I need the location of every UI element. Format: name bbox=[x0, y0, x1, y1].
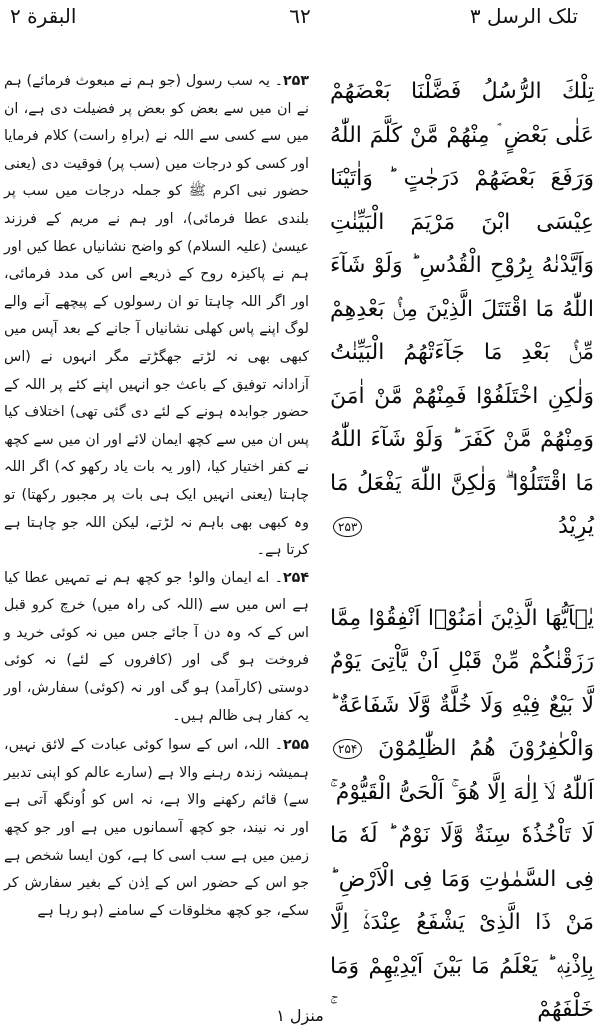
verse-number: ۲۵۵ bbox=[283, 737, 309, 754]
ayah-block bbox=[330, 597, 594, 771]
ayah-text: يٰۤاَيُّهَا الَّذِيْنَ اٰمَنُوْۤا اَنْفِقُوْا مِمَّا رَزَقْنٰكُمْ مِّنْ قَبْلِ اَنْ يَّاْتِىَ يَوْمٌ لَّا بَيْعٌ فِيْهِ وَلَا خُلَّةٌ وَّلَا شَفَاعَةٌ ؕ وَالْكٰفِرُوْنَ هُمُ الظّٰلِمُوْنَ bbox=[330, 605, 594, 761]
ayah-block bbox=[330, 771, 594, 1032]
juz-name: تلک الرسل ٣ bbox=[469, 4, 578, 28]
manzil-footer: منزل ١ bbox=[276, 1006, 324, 1025]
translation-text: ۔ اے ایمان والو! جو کچھ ہم نے تمہیں عطا کیا ہے اس میں سے (اللہ کی راہ میں) خرچ کرو قبل اس کے کہ وہ دن آ جائے جس میں نہ کوئی خرید و فروخت ہو گی اور (کافروں کے لئے) نہ کوئی دوستی (کارآمد) ہو گی اور نہ (کوئی) سفارش، اور یہ کفار ہی ظالم ہیں۔ bbox=[4, 569, 309, 724]
surah-name: البقرة ٢ bbox=[10, 4, 77, 28]
translation-paragraph bbox=[4, 68, 309, 565]
verse-number: ۲۵۳ bbox=[283, 73, 309, 89]
page-number: ٦٢ bbox=[289, 4, 311, 28]
translation-text: ۔ اللہ، اس کے سوا کوئی عبادت کے لائق نہیں، ہمیشہ زندہ رہنے والا ہے (سارے عالم کو اپنی تدبیر سے) قائم رکھنے والا ہے، نہ اس کو اُونگھ آتی ہے اور نہ نیند، جو کچھ آسمانوں میں ہے اور جو کچھ زمین میں ہے سب اسی کا ہے، کون ایسا شخص ہے جو اس کے حضور اس کے اِذن کے بغیر سفارش کر سکے، جو کچھ مخلوقات کے سامنے (ہو رہا ہے bbox=[4, 737, 309, 919]
ayah-text: اَللّٰهُ لَاۤ اِلٰهَ اِلَّا هُوَ ۚ اَلْحَىُّ الْقَيُّوْمُ ۚ لَا تَاْخُذُهٗ سِنَةٌ وَّلَا نَوْمٌ ؕ لَهٗ مَا فِى السَّمٰوٰتِ وَمَا فِى الْاَرْضِ ؕ مَنْ ذَا الَّذِىْ يَشْفَعُ عِنْدَهٗۤ اِلَّا بِاِذْنِهٖ ؕ يَعْلَمُ مَا بَيْنَ اَيْدِيْهِمْ وَمَا خَلْفَهُمْ ۚ bbox=[330, 779, 594, 1022]
translation-text: ۔ یہ سب رسول (جو ہم نے مبعوث فرمائے) ہم نے ان میں سے بعض کو بعض پر فضیلت دی ہے، ان میں سے کسی سے اللہ نے (براہِ راست) کلام فرمایا اور کسی کو درجات میں (سب پر) فوقیت دی (یعنی حضور نبی اکرم ﷺ کو جملہ درجات میں سب پر بلندی عطا فرمائی)، اور ہم نے مریم کے فرزند عیسیٰ (علیہ السلام) کو واضح نشانیاں عطا کیں اور ہم نے پاکیزہ روح کے ذریعے اس کی مدد فرمائی، اور اگر اللہ چاہتا تو ان رسولوں کے پیچھے آنے والے لوگ اپنے پاس کھلی نشانیاں آ جانے کے بعد آپس میں کبھی بھی نہ لڑتے جھگڑتے مگر انہوں نے (اس آزادانہ توفیق کے باعث جو انہیں اپنے کئے پر اللہ کے حضور جوابدہ ہونے کے لئے دی گئی تھی) اختلاف کیا پس ان میں سے کچھ ایمان لائے اور ان میں سے کچھ نے کفر اختیار کیا، (اور یہ بات یاد رکھو کہ) اگر اللہ چاہتا (یعنی انہیں ایک ہی بات پر مجبور رکھتا) تو وہ کبھی بھی باہم نہ لڑتے، لیکن اللہ جو چاہتا ہے کرتا ہے۔ bbox=[4, 73, 309, 559]
ayah-text: تِلْكَ الرُّسُلُ فَضَّلْنَا بَعْضَهُمْ عَلٰى بَعْضٍ ۘ مِنْهُمْ مَّنْ كَلَّمَ اللّٰهُ وَرَفَعَ بَعْضَهُمْ دَرَجٰتٍ ؕ وَاٰتَيْنَا عِيْسَى ابْنَ مَرْيَمَ الْبَيِّنٰتِ وَاَيَّدْنٰهُ بِرُوْحِ الْقُدُسِ ؕ وَلَوْ شَآءَ اللّٰهُ مَا اقْتَتَلَ الَّذِيْنَ مِنْۢ بَعْدِهِمْ مِّنْۢ بَعْدِ مَا جَآءَتْهُمُ الْبَيِّنٰتُ وَلٰكِنِ اخْتَلَفُوْا فَمِنْهُمْ مَّنْ اٰمَنَ وَمِنْهُمْ مَّنْ كَفَرَ ؕ وَلَوْ شَآءَ اللّٰهُ مَا اقْتَتَلُوْا ۗ وَلٰكِنَّ اللّٰهَ يَفْعَلُ مَا يُرِيْدُ bbox=[330, 79, 594, 539]
arabic-text-column bbox=[330, 70, 594, 1032]
ayah-end-marker: ۲۵۳ bbox=[333, 517, 362, 537]
ayah-block bbox=[330, 70, 594, 549]
urdu-translation-column bbox=[4, 68, 309, 925]
translation-paragraph bbox=[4, 732, 309, 925]
verse-number: ۲۵۴ bbox=[283, 569, 309, 586]
translation-paragraph bbox=[4, 565, 309, 731]
page-header bbox=[0, 0, 600, 40]
ayah-end-marker: ۲۵۴ bbox=[333, 739, 362, 759]
